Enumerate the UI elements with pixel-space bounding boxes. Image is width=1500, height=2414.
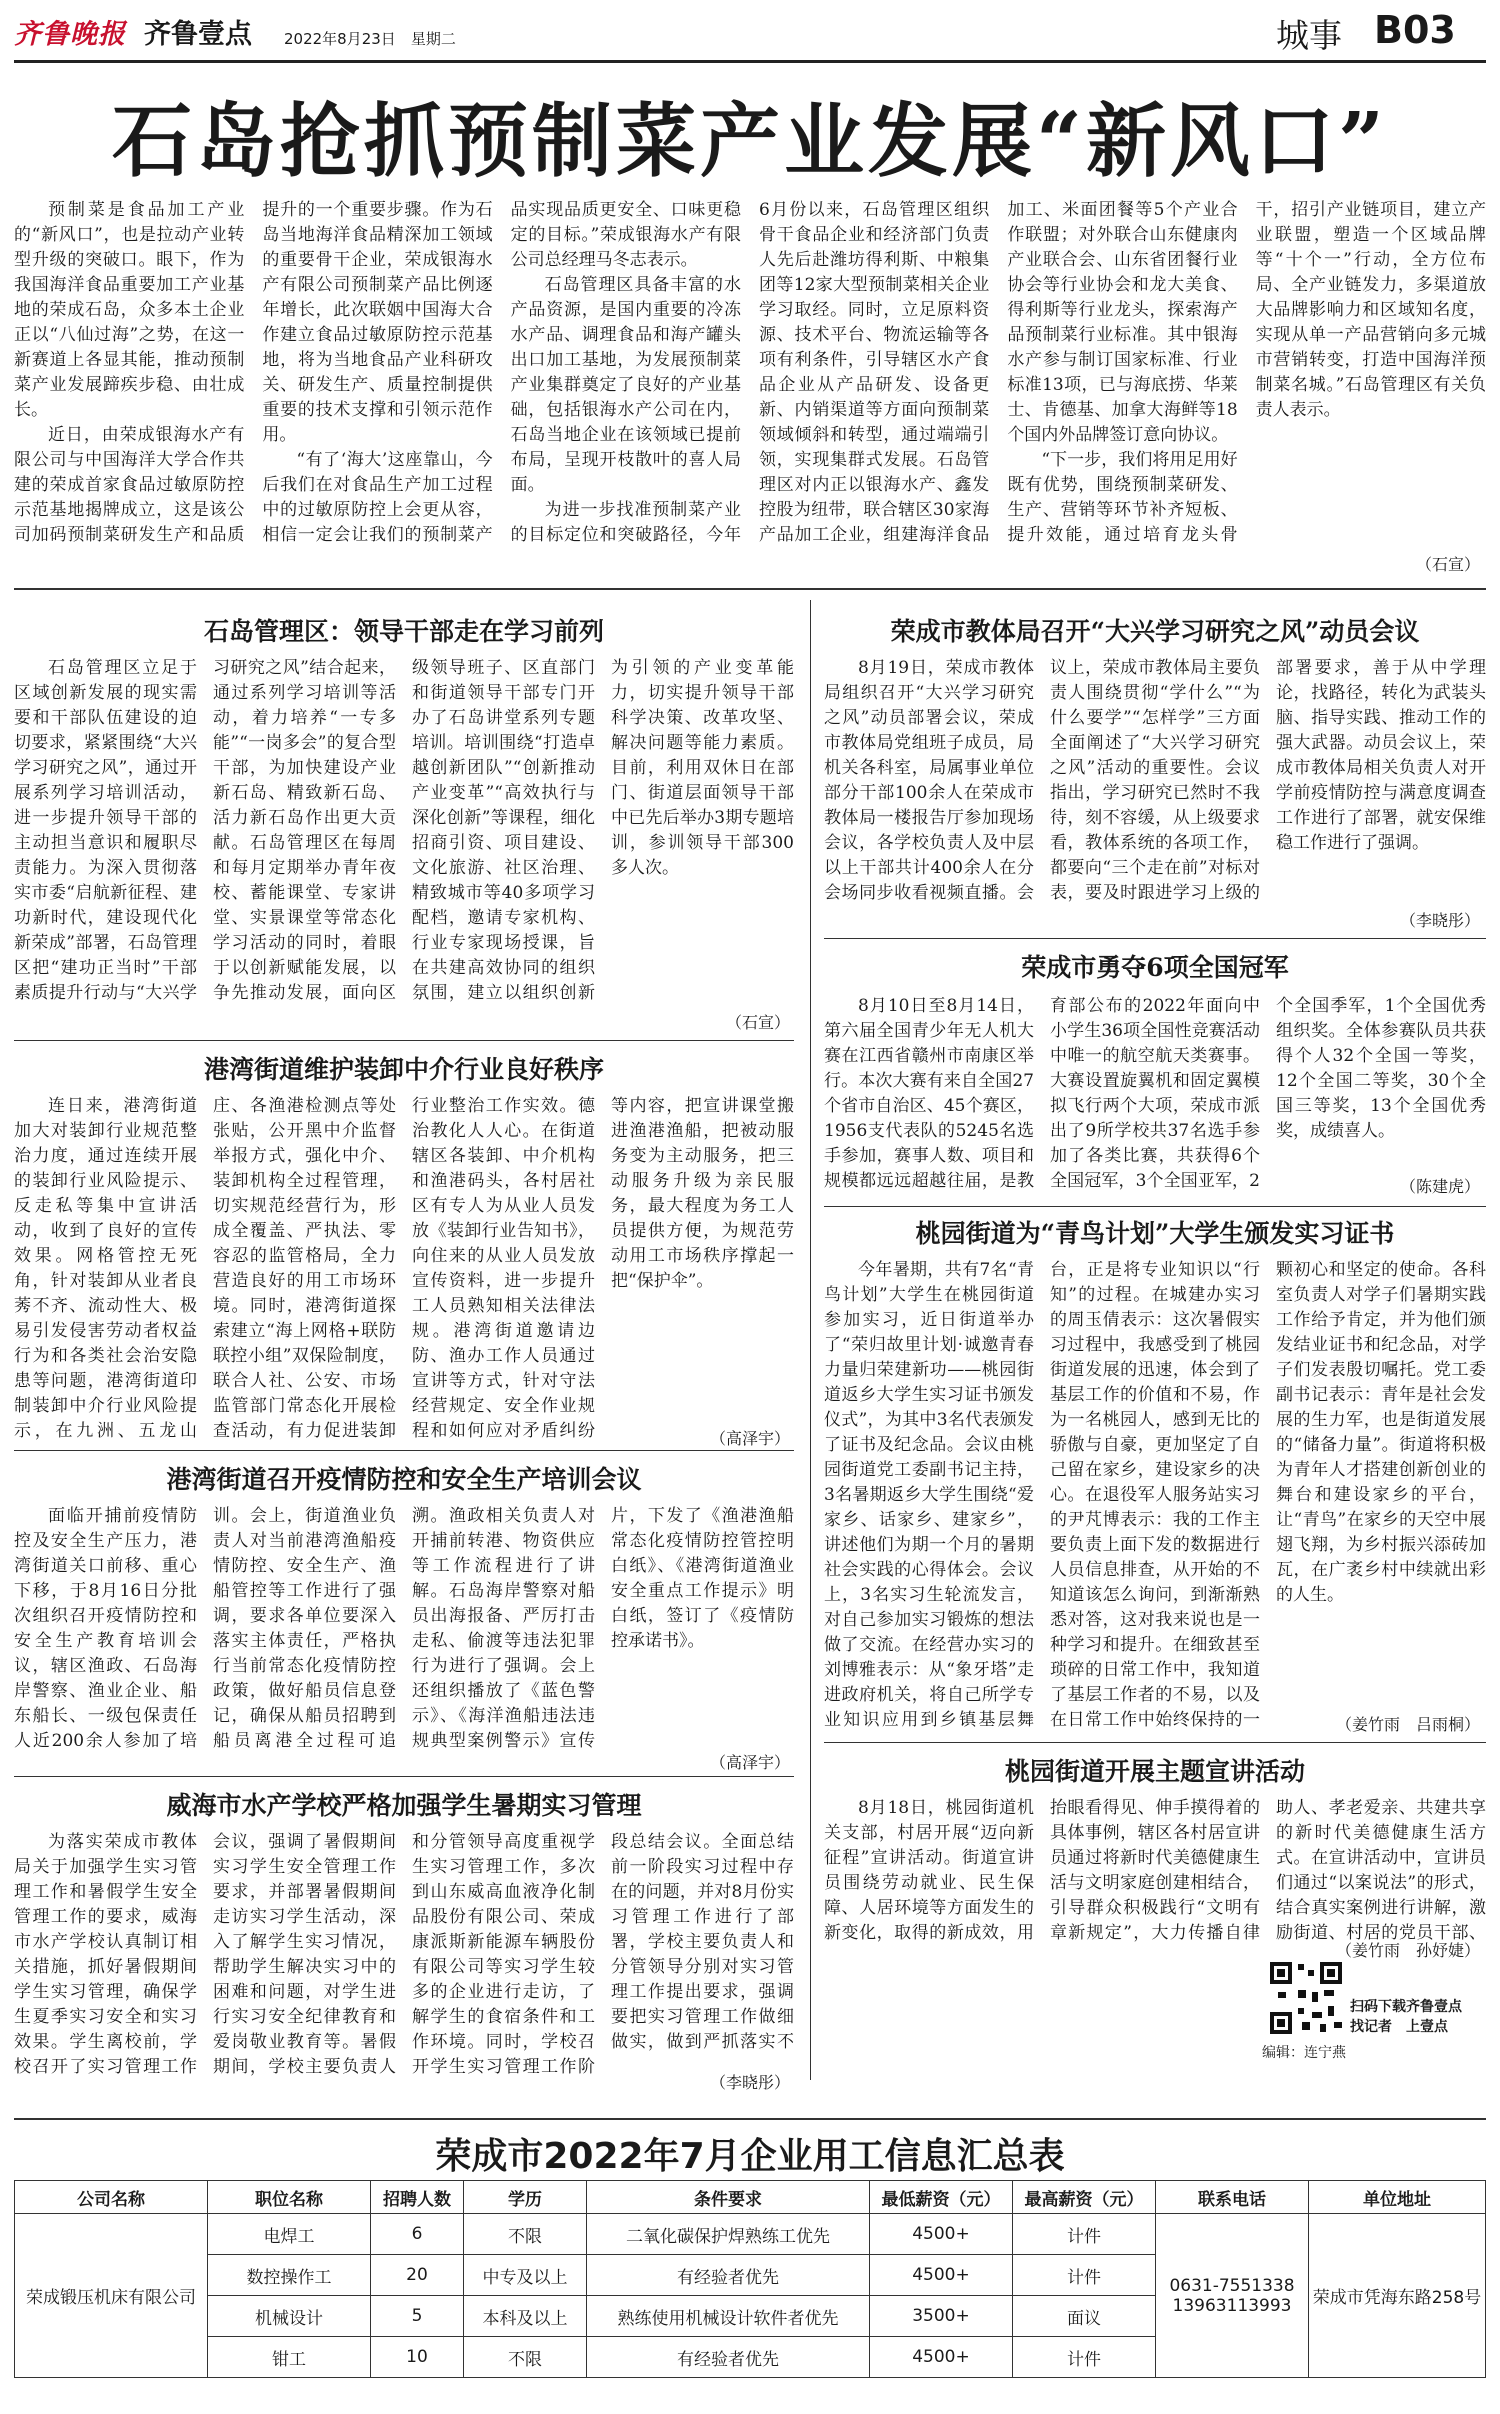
article-title: 荣成市教体局召开“大兴学习研究之风”动员会议 [890,617,1420,646]
requirement: 熟练使用机械设计软件者优先 [587,2296,870,2337]
max-salary: 计件 [1013,2255,1156,2296]
table-header: 联系电话 [1156,2181,1309,2214]
article-title: 石岛管理区：领导干部走在学习前列 [203,617,604,646]
lead-byline: （石宣） [1415,555,1480,574]
page-number: B03 [1374,8,1456,52]
article-byline: （高泽宇） [709,1753,790,1772]
article-byline: （姜竹雨 吕雨桐） [1335,1715,1480,1734]
article-body: 今年暑期，共有7名“青鸟计划”大学生在桃园街道参加实习，近日街道举办了“荣归故里计划·诚邀青春力量归荣建新功——桃园街道返乡大学生实习证书颁发仪式”，为其中3名代表颁发了证书及纪念品。会议由桃园街道党工委副书记主持，3名暑期返乡大学生围绕“爱家乡、话家乡、建家乡”，讲述他们为期一个月的暑期社会实践的心得体会。会议上，3名实习生轮流发言，对自己参加实习锻炼的想法做了交流。在经营办实习的刘博雅表示：从“象牙塔”走进政府机关，将自己所学专业知识应用到乡镇基层舞台，正是将专业知识以“行知”的过程。在城建办实习的周玉倩表示：这次暑假实习过程中，我感受到了桃园街道发展的迅速，体会到了基层工作的价值和不易，作为一名桃园人，感到无比的骄傲与自豪，更加坚定了自己留在家乡，建设家乡的决心。在退役军人服务站实习的尹芃博表示：我的工作主要负责上面下发的数据进行人员信息排查，从开始的不知道该怎么询问，到渐渐熟悉对答，这对我来说也是一种学习和提升。在细致甚至琐碎的日常工作中，我知道了基层工作者的不易，以及在日常工作中始终保持的一颗初心和坚定的使命。各科室负责人对学子们暑期实践工作给予肯定，并为他们颁发结业证书和纪念品，对学子们发表殷切嘱托。党工委副书记表示：青年是社会发展的生力军，也是街道发展的“储备力量”。街道将积极为青年人才搭建创新创业的舞台和建设家乡的平台，让“青鸟”在家乡的天空中展翅飞翔，为乡村振兴添砖加瓦，在广袤乡村中续就出彩的人生。 [824,1260,1486,1730]
table-row [15,2214,1486,2255]
masthead-rule [14,60,1486,63]
article-divider [824,1206,1486,1207]
article-divider [14,1776,794,1777]
table-header: 公司名称 [15,2181,208,2214]
article-title: 桃园街道开展主题宣讲活动 [1004,1757,1305,1786]
lead-article-body: 预制菜是食品加工产业的“新风口”，也是拉动产业转型升级的突破口。眼下，作为我国海洋食品重要加工产业基地的荣成石岛，众多本土企业正以“八仙过海”之势，在这一新赛道上各显其能，推动预制菜产业发展蹄疾步稳、由壮成长。 近日，由荣成银海水产有限公司与中国海洋大学合作共建的荣成首家食品过敏原防控示范基地揭牌成立，这是该公司加码预制菜研发生产和品质提升的一个重要步骤。作为石岛当地海洋食品精深加工领域的重要骨干企业，荣成银海水产有限公司预制菜产品比例逐年增长，此次联姻中国海大合作建立食品过敏原防控示范基地，将为当地食品产业科研攻关、研发生产、质量控制提供重要的技术支撑和引领示范作用。 “有了‘海大’这座靠山，今后我们在对食品生产加工过程中的过敏原防控上会更从容，相信一定会让我们的预制菜产品实现品质更安全、口味更稳定的目标。”荣成银海水产有限公司总经理马冬志表示。 石岛管理区具备丰富的水产品资源，是国内重要的冷冻水产品、调理食品和海产罐头出口加工基地，为发展预制菜产业集群奠定了良好的产业基础，包括银海水产公司在内，石岛当地企业在该领域已提前布局，呈现开枝散叶的喜人局面。 为进一步找准预制菜产业的目标定位和突破路径，今年6月份以来，石岛管理区组织骨干食品企业和经济部门负责人先后赴潍坊得利斯、中粮集团等12家大型预制菜相关企业学习取经。同时，立足原料资源、技术平台、物流运输等各项有利条件，引导辖区水产食品企业从产品研发、设备更新、内销渠道等方面向预制菜领域倾斜和转型，通过端端引领，实现集群式发展。石岛管理区对内正以银海水产、鑫发控股为纽带，联合辖区30家海产品加工企业，组建海洋食品加工、米面团餐等5个产业合作联盟；对外联合山东健康肉产业联合会、山东省团餐行业协会等行业协会和龙大美食、得利斯等行业龙头，探索海产品预制菜行业标准。其中银海水产参与制订国家标准、行业标准13项，已与海底捞、华莱士、肯德基、加拿大海鲜等18个国内外品牌签订意向协议。 “下一步，我们将用足用好既有优势，围绕预制菜研发、生产、营销等环节补齐短板、提升效能，通过培育龙头骨干，招引产业链项目，建立产业联盟，塑造一个区域品牌等“十个一”行动，全方位布局、全产业链发力，多渠道放大品牌影响力和区域知名度，实现从单一产品营销向多元城市营销转变，打造中国海洋预制菜名城。”石岛管理区有关负责人表示。 [14,200,1486,545]
newspaper-logo: 齐鲁晚报 [14,19,126,50]
qr-reporter: 找记者 上壹点 [1350,2019,1448,2035]
article-title: 港湾街道召开疫情防控和安全生产培训会议 [166,1465,642,1494]
article-divider [824,1742,1486,1743]
article-body: 石岛管理区立足于区域创新发展的现实需要和干部队伍建设的迫切要求，紧紧围绕“大兴学习研究之风”，通过开展系列学习培训活动，进一步提升领导干部的主动担当意识和履职尽责能力。为深入贯彻落实市委“启航新征程、建功新时代，建设现代化新荣成”部署，石岛管理区把“建功正当时”干部素质提升行动与“大兴学习研究之风”结合起来，通过系列学习培训等活动，着力培养“一专多能”“一岗多会”的复合型干部，为加快建设产业新石岛、精致新石岛、活力新石岛作出更大贡献。石岛管理区在每周和每月定期举办青年夜校、蓄能课堂、专家讲堂、实景课堂等常态化学习活动的同时，着眼于以创新赋能发展，以争先推动发展，面向区级领导班子、区直部门和街道领导干部专门开办了石岛讲堂系列专题培训。培训围绕“打造卓越创新团队”“创新推动产业变革”“高效执行与深化创新”等课程，细化招商引资、项目建设、文化旅游、社区治理、精致城市等40多项学习配档，邀请专家机构、行业专家现场授课，旨在共建高效协同的组织氛围，建立以组织创新为引领的产业变革能力，切实提升领导干部科学决策、改革攻坚、解决问题等能力素质。目前，利用双休日在部门、街道层面领导干部中已先后举办3期专题培训，参训领导干部300多人次。 [14,658,794,1003]
table-title: 荣成市2022年7月企业用工信息汇总表 [435,2136,1065,2177]
article-byline: （姜竹雨 孙妤婕） [1335,1941,1480,1960]
company-name: 荣成锻压机床有限公司 [15,2214,208,2378]
app-logo: 齐鲁壹点 [144,19,252,50]
education: 不限 [464,2214,587,2255]
lead-divider [14,588,1486,590]
article-byline: （李晓彤） [1399,911,1480,930]
article-body: 为落实荣成市教体局关于加强学生实习管理工作和暑假学生安全管理工作的要求，威海市水产学校认真制订相关措施，抓好暑假期间学生实习管理，确保学生夏季实习安全和实习效果。学生离校前，学校召开了实习管理工作会议，强调了暑假期间实习学生安全管理工作要求，并部署暑假期间走访实习学生活动，深入了解学生实习情况，帮助学生解决实习中的困难和问题，对学生进行实习安全纪律教育和爱岗敬业教育等。暑假期间，学校主要负责人和分管领导高度重视学生实习管理工作，多次到山东威高血液净化制品股份有限公司、荣成康派斯新能源车辆股份有限公司等实习学生较多的企业进行走访，了解学生的食宿条件和工作环境。同时，学校召开学生实习管理工作阶段总结会议。全面总结前一阶段实习过程中存在的问题，并对8月份实习管理工作进行了部署，学校主要负责人和分管领导分别对实习管理工作提出要求，强调要把实习管理工作做细做实，做到严抓落实不 [14,1832,794,2077]
table-header: 单位地址 [1309,2181,1486,2214]
article-body: 8月10日至8月14日，第六届全国青少年无人机大赛在江西省赣州市南康区举行。本次大赛有来自全国27个省市自治区、45个赛区，1956支代表队的5245名选手参加，赛事人数、项目和规模都远远超越往届，是教育部公布的2022年面向中小学生36项全国性竞赛活动中唯一的航空航天类赛事。大赛设置旋翼机和固定翼模拟飞行两个大项，荣成市派出了9所学校共37名选手参加了各类比赛，共获得6个全国冠军，3个全国亚军，2个全国季军，1个全国优秀组织奖。全体参赛队员共获得个人32个全国一等奖，12个全国二等奖，30个全国三等奖，13个全国优秀奖，成绩喜人。 [824,996,1486,1191]
max-salary: 面议 [1013,2296,1156,2337]
education: 本科及以上 [464,2296,587,2337]
masthead [14,8,1486,60]
company-address: 荣成市凭海东路258号 [1309,2214,1486,2378]
article-body: 面临开捕前疫情防控及安全生产压力，港湾街道关口前移、重心下移，于8月16日分批次组织召开疫情防控和安全生产教育培训会议，辖区渔政、石岛海岸警察、渔业企业、船东船长、一级包保责任人近200余人参加了培训。会上，街道渔业负责人对当前港湾渔船疫情防控、安全生产、渔船管控等工作进行了强调，要求各单位要深入落实主体责任，严格执行当前常态化疫情防控政策，做好船员信息登记，确保从船员招聘到船员离港全过程可追溯。渔政相关负责人对开捕前转港、物资供应等工作流程进行了讲解。石岛海岸警察对船员出海报备、严厉打击走私、偷渡等违法犯罪行为进行了强调。会上还组织播放了《蓝色警示》、《海洋渔船违法违规典型案例警示》宣传片，下发了《渔港渔船常态化疫情防控管控明白纸》、《港湾街道渔业安全重点工作提示》明白纸，签订了《疫情防控承诺书》。 [14,1506,794,1751]
article-body: 连日来，港湾街道加大对装卸行业规范整治力度，通过连续开展的装卸行业风险提示、反走私等集中宣讲活动，收到了良好的宣传效果。网格管控无死角，针对装卸从业者良莠不齐、流动性大、极易引发侵害劳动者权益行为和各类社会治安隐患等问题，港湾街道印制装卸中介行业风险提示，在九洲、五龙山庄、各渔港检测点等处张贴，公开黑中介监督举报方式，强化中介、装卸机构全过程管理，切实规范经营行为，形成全覆盖、严执法、零容忍的监管格局，全力营造良好的用工市场环境。同时，港湾街道探索建立“海上网格+联防联控小组”双保险制度，联合人社、公安、市场监管部门常态化开展检查活动，有力促进装卸行业整治工作实效。德治教化人人心。在街道辖区各装卸、中介机构和渔港码头，各村居社区有专人为从业人员发放《装卸行业告知书》，向住来的从业人员发放宣传资料，进一步提升工人员熟知相关法律法规。港湾街道邀请边防、渔办工作人员通过宣讲等方式，针对守法经营规定、安全作业规程和如何应对矛盾纠纷等内容，把宣讲课堂搬进渔港渔船，把被动服务变为主动服务，把三动服务升级为亲民服务，最大程度为务工人员提供方便，为规范劳动用工市场秩序撑起一把“保护伞”。 [14,1096,794,1441]
article-body: 8月19日，荣成市教体局组织召开“大兴学习研究之风”动员部署会议，荣成市教体局党组班子成员，局机关各科室，局属事业单位部分干部100余人在荣成市教体局一楼报告厅参加现场会议，各学校负责人及中层以上干部共计400余人在分会场同步收看视频直播。会议上，荣成市教体局主要负责人围绕贯彻“学什么”“为什么要学”“怎样学”三方面全面阐述了“大兴学习研究之风”活动的重要性。会议指出，学习研究已然时不我待，刻不容缓，从上级要求看，教体系统的各项工作，都要向“三个走在前”对标对表，要及时跟进学习上级的部署要求，善于从中学理论，找路径，转化为武装头脑、指导实践、推动工作的强大武器。动员会议上，荣成市教体局相关负责人对开学前疫情防控与满意度调查工作进行了部署，就安保维稳工作进行了强调。 [824,658,1486,903]
article-divider [14,1450,794,1451]
article-byline: （李晓彤） [709,2073,790,2092]
table-header: 职位名称 [208,2181,371,2214]
table-header: 最高薪资（元） [1013,2181,1156,2214]
article-byline: （陈建虎） [1399,1177,1480,1196]
requirement: 有经验者优先 [587,2337,870,2378]
hire-count: 10 [371,2337,464,2378]
article-divider [824,938,1486,939]
issue-date: 2022年8月23日 星期二 [284,30,456,48]
article-title: 桃园街道为“青鸟计划”大学生颁发实习证书 [915,1219,1395,1248]
table-header: 学历 [464,2181,587,2214]
contact-phone: 0631-7551338 13963113993 [1156,2214,1309,2378]
qr-caption: 扫码下载齐鲁壹点 [1350,1999,1462,2015]
article-title: 港湾街道维护装卸中介行业良好秩序 [203,1055,604,1084]
requirement: 有经验者优先 [587,2255,870,2296]
max-salary: 计件 [1013,2214,1156,2255]
table-header-row [15,2181,1486,2214]
min-salary: 4500+ [870,2255,1013,2296]
article-byline: （高泽宇） [709,1429,790,1448]
hire-count: 6 [371,2214,464,2255]
article-byline: （石宣） [725,1013,790,1032]
min-salary: 3500+ [870,2296,1013,2337]
requirement: 二氧化碳保护焊熟练工优先 [587,2214,870,2255]
table-header: 最低薪资（元） [870,2181,1013,2214]
table-header: 条件要求 [587,2181,870,2214]
qr-code [1268,1960,1344,2036]
article-divider [14,1040,794,1041]
column-divider [810,600,811,2080]
employment-table [14,2180,1486,2378]
education: 中专及以上 [464,2255,587,2296]
article-title: 威海市水产学校严格加强学生暑期实习管理 [166,1791,642,1820]
table-top-rule [14,2118,1486,2120]
min-salary: 4500+ [870,2337,1013,2378]
job-title: 数控操作工 [208,2255,371,2296]
education: 不限 [464,2337,587,2378]
job-title: 机械设计 [208,2296,371,2337]
article-title: 荣成市勇夺6项全国冠军 [1021,953,1289,982]
hire-count: 20 [371,2255,464,2296]
table-header: 招聘人数 [371,2181,464,2214]
page-headline: 石岛抢抓预制菜产业发展“新风口” [111,94,1389,188]
min-salary: 4500+ [870,2214,1013,2255]
editor-credit: 编辑：连宁燕 [1262,2045,1346,2061]
article-body: 8月18日，桃园街道机关支部，村居开展“迈向新征程”宣讲活动。街道宣讲员围绕劳动就业、民生保障、人居环境等方面发生的新变化，取得的新成效，用抬眼看得见、伸手摸得着的具体事例，辖区各村居宣讲员通过将新时代美德健康生活与文明家庭创建相结合，引导群众积极践行“文明有章新规定”，大力传播自律助人、孝老爱亲、共建共享的新时代美德健康生活方式。在宣讲活动中，宣讲员们通过“以案说法”的形式，结合真实案例进行讲解，激励街道、村居的党员干部、 [824,1798,1486,1943]
section-name: 城事 [1276,16,1342,55]
hire-count: 5 [371,2296,464,2337]
max-salary: 计件 [1013,2337,1156,2378]
job-title: 电焊工 [208,2214,371,2255]
job-title: 钳工 [208,2337,371,2378]
